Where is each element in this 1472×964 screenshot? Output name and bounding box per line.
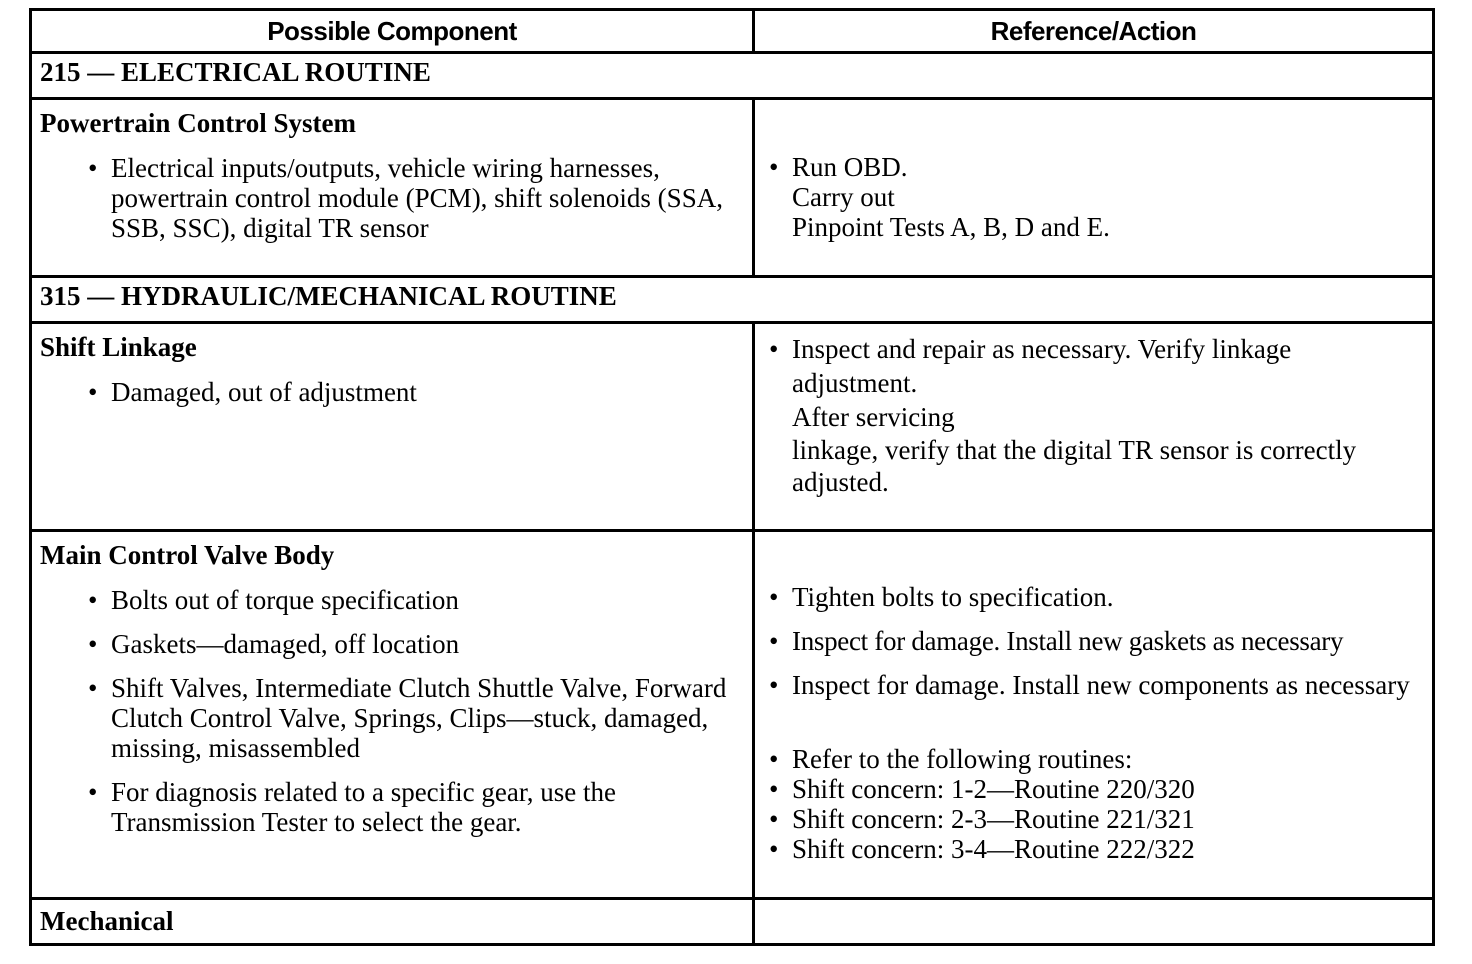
list-item: • Inspect and repair as necessary. Verify linkage adjustment. <box>769 332 1418 400</box>
table-row-powertrain <box>31 99 1434 277</box>
section-row-315 <box>31 277 1434 323</box>
action-text: After servicing <box>792 402 955 432</box>
section-title-215: 215 — ELECTRICAL ROUTINE <box>31 53 1434 99</box>
list-item: • Damaged, out of adjustment <box>88 377 742 407</box>
action-cell-shift-linkage <box>754 323 1434 531</box>
component-cell-mechanical <box>31 899 754 945</box>
action-cell-mechanical <box>754 899 1434 945</box>
component-cell-powertrain <box>31 99 754 277</box>
action-cell-main-valve <box>754 531 1434 899</box>
section-title-315: 315 — HYDRAULIC/MECHANICAL ROUTINE <box>31 277 1434 323</box>
list-item: • Shift concern: 2-3—Routine 221/321 <box>769 804 1418 834</box>
component-list-shift-linkage <box>32 377 752 407</box>
table-row-shift-linkage <box>31 323 1434 531</box>
list-item: • Refer to the following routines: <box>769 744 1418 774</box>
table-row-main-control-valve <box>31 531 1434 899</box>
component-list-powertrain <box>32 153 752 243</box>
component-title-mechanical: Mechanical <box>40 906 174 936</box>
list-item: • Shift concern: 1-2—Routine 220/320 <box>769 774 1418 804</box>
list-item: • Gaskets—damaged, off location <box>88 629 742 659</box>
component-list-main-valve <box>32 585 752 837</box>
action-list-shift-linkage <box>755 332 1432 400</box>
diagnosis-table <box>29 8 1435 946</box>
list-item: • Inspect for damage. Install new gaskets as necessary <box>769 626 1418 656</box>
component-title-powertrain: Powertrain Control System <box>40 108 356 138</box>
component-cell-shift-linkage <box>31 323 754 531</box>
action-cell-powertrain <box>754 99 1434 277</box>
component-title-shift-linkage: Shift Linkage <box>40 332 197 362</box>
list-item: • Inspect for damage. Install new components as necessary <box>769 670 1418 700</box>
component-cell-main-valve <box>31 531 754 899</box>
list-item: • Tighten bolts to specification. <box>769 582 1418 612</box>
action-text: Carry out <box>792 182 895 212</box>
component-title-main-valve: Main Control Valve Body <box>40 540 335 570</box>
list-item: • Run OBD. <box>769 152 1418 182</box>
action-list-powertrain <box>755 152 1432 182</box>
header-possible-component: Possible Component <box>31 10 754 53</box>
header-reference-action: Reference/Action <box>754 10 1434 53</box>
action-list-main-valve <box>755 582 1432 864</box>
action-text: linkage, verify that the digital TR sensor is correctly adjusted. <box>792 435 1357 497</box>
list-item: • Shift Valves, Intermediate Clutch Shuttle Valve, Forward Clutch Control Valve, Springs, Clips—stuck, damaged, missing, misassembled <box>88 673 742 763</box>
list-item: • Shift concern: 3-4—Routine 222/322 <box>769 834 1418 864</box>
action-text: Pinpoint Tests A, B, D and E. <box>792 212 1110 242</box>
table-header-row <box>31 10 1434 53</box>
list-item: • Bolts out of torque specification <box>88 585 742 615</box>
list-item: • For diagnosis related to a specific gear, use the Transmission Tester to select the gear. <box>88 777 742 837</box>
list-item: • Electrical inputs/outputs, vehicle wiring harnesses, powertrain control module (PCM), shift solenoids (SSA, SSB, SSC), digital TR sensor <box>88 153 742 243</box>
table-row-mechanical <box>31 899 1434 945</box>
section-row-215 <box>31 53 1434 99</box>
